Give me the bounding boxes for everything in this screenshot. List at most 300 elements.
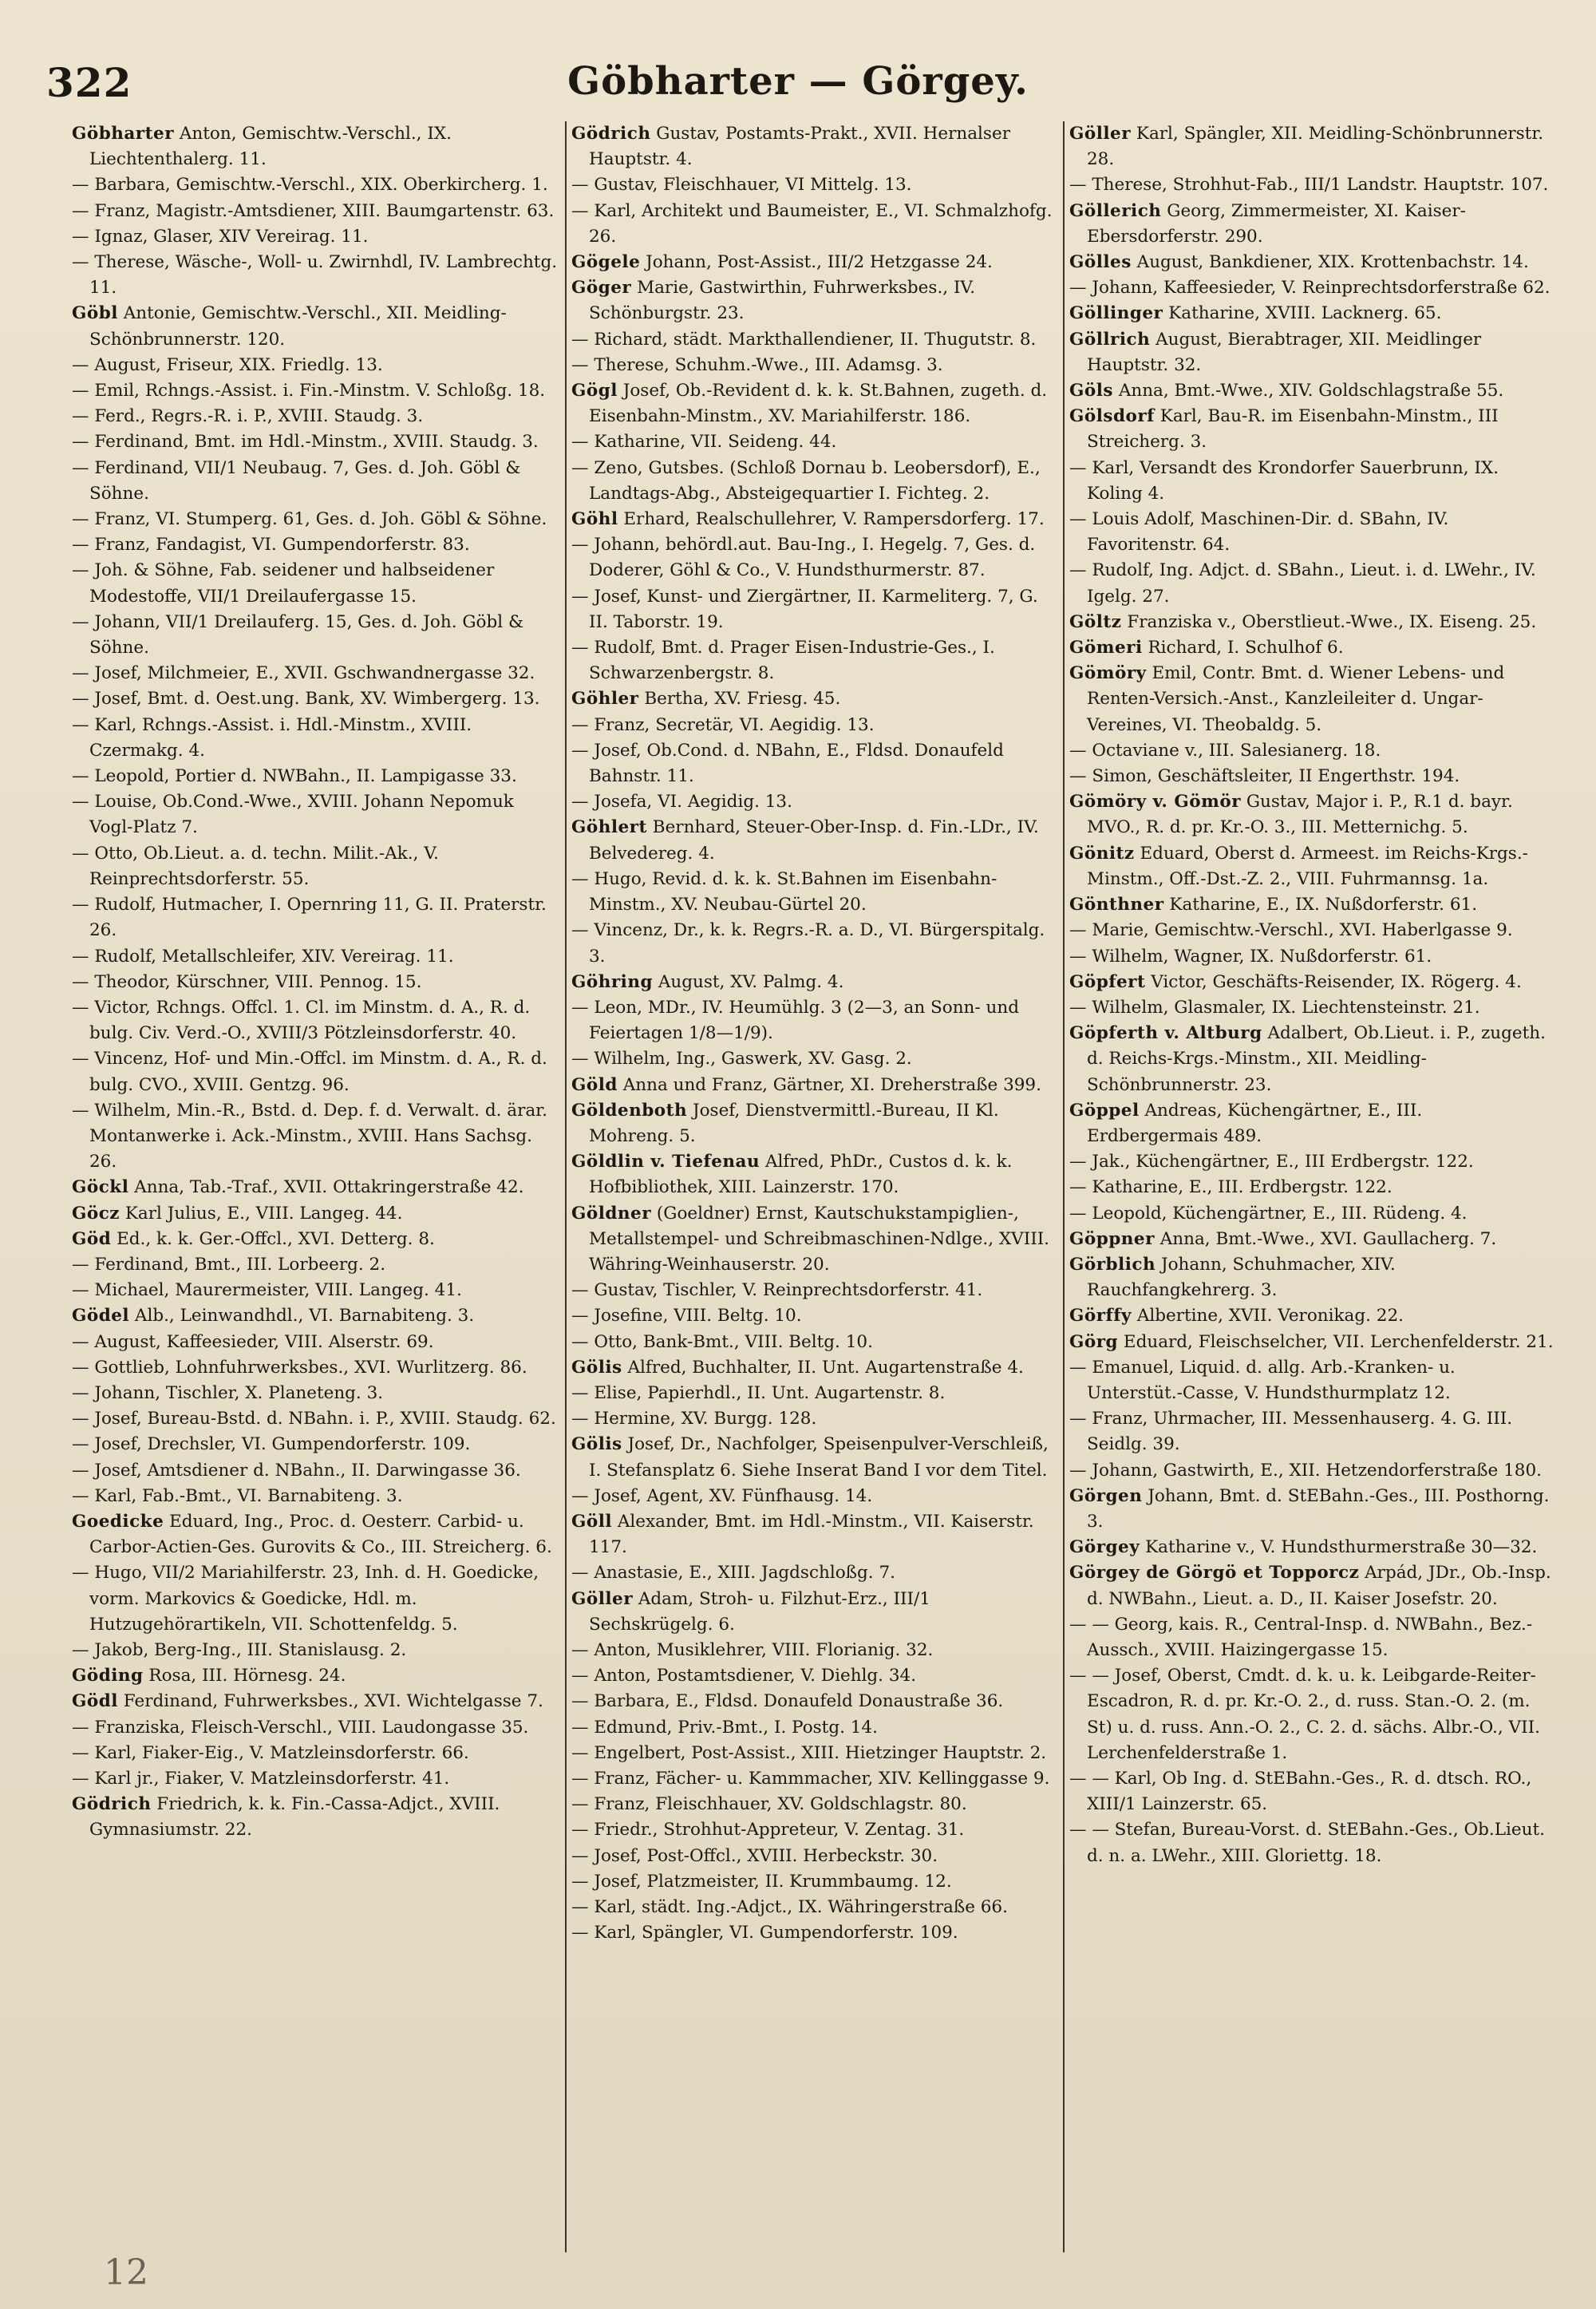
directory-entry bbox=[1069, 301, 1556, 326]
directory-entry bbox=[72, 353, 560, 378]
entry-text: — Franz, Uhrmacher, III. Messenhauserg. 4. G. III. Seidlg. 39. bbox=[1069, 1409, 1513, 1455]
entry-text: Alexander, Bmt. im Hdl.-Minstm., VII. Kaiserstr. 117. bbox=[589, 1511, 1034, 1558]
directory-entry bbox=[72, 1560, 560, 1638]
entry-text: — Franz, Fächer- u. Kammmacher, XIV. Kellinggasse 9. bbox=[571, 1769, 1050, 1789]
directory-entry bbox=[72, 764, 560, 789]
directory-entry bbox=[571, 507, 1058, 532]
entry-text: — Gustav, Fleischhauer, VI Mittelg. 13. bbox=[571, 175, 912, 196]
entry-text: — Ignaz, Glaser, XIV Vereirag. 11. bbox=[72, 226, 369, 247]
entry-text: — Josef, Ob.Cond. d. NBahn, E., Fldsd. Donaufeld Bahnstr. 11. bbox=[571, 740, 1004, 787]
directory-entry bbox=[1069, 456, 1556, 507]
entry-text: — Rudolf, Ing. Adjct. d. SBahn., Lieut. i. d. LWehr., IV. Igelg. 27. bbox=[1069, 560, 1536, 607]
entry-text: — Karl, Fiaker-Eig., V. Matzleinsdorferstr. 66. bbox=[72, 1742, 469, 1763]
entry-text: — Wilhelm, Glasmaler, IX. Liechtensteinstr. 21. bbox=[1069, 997, 1480, 1018]
directory-entry bbox=[571, 275, 1058, 326]
entry-text: — Anton, Musiklehrer, VIII. Florianig. 32. bbox=[571, 1639, 934, 1660]
entry-text: — Wilhelm, Wagner, IX. Nußdorferstr. 61. bbox=[1069, 946, 1432, 967]
directory-entry bbox=[72, 1689, 560, 1714]
entry-text: — Engelbert, Post-Assist., XIII. Hietzinger Hauptstr. 2. bbox=[571, 1742, 1047, 1763]
entry-text: — Josef, Bmt. d. Oest.ung. Bank, XV. Wimbergerg. 13. bbox=[72, 689, 540, 710]
entry-text: — Therese, Schuhm.-Wwe., III. Adamsg. 3. bbox=[571, 354, 943, 375]
directory-entry bbox=[72, 1046, 560, 1097]
entry-surname: Göppel bbox=[1069, 1100, 1140, 1121]
directory-entry bbox=[72, 1330, 560, 1355]
directory-entry bbox=[72, 224, 560, 250]
directory-entry bbox=[1069, 172, 1556, 198]
directory-entry bbox=[571, 429, 1058, 455]
entry-text: Johann, Bmt. d. StEBahn.-Ges., III. Posthorng. 3. bbox=[1087, 1485, 1550, 1532]
entry-text: Anton, Gemischtw.-Verschl., IX. Liechtenthalerg. 11. bbox=[89, 124, 452, 170]
entry-text: Katharine, E., IX. Nußdorferstr. 61. bbox=[1163, 895, 1478, 915]
entry-surname: Gölis bbox=[571, 1357, 622, 1378]
entry-surname: Görgey bbox=[1069, 1537, 1140, 1558]
entry-surname: Göltz bbox=[1069, 611, 1122, 632]
entry-text: Adalbert, Ob.Lieut. i. P., zugeth. d. Reichs-Krgs.-Minstm., XII. Meidling-Schönbrunnerstr. 23. bbox=[1087, 1023, 1546, 1095]
directory-entry bbox=[571, 456, 1058, 507]
directory-entry bbox=[1069, 1252, 1556, 1303]
page-number: 322 bbox=[46, 59, 132, 106]
entry-text: — Louise, Ob.Cond.-Wwe., XVIII. Johann Nepomuk Vogl-Platz 7. bbox=[72, 792, 514, 838]
entry-surname: Göpferth v. Altburg bbox=[1069, 1023, 1262, 1044]
directory-entry bbox=[1069, 1663, 1556, 1766]
directory-entry bbox=[1069, 892, 1556, 918]
entry-text: — Anton, Postamtsdiener, V. Diehlg. 34. bbox=[571, 1666, 917, 1686]
entry-text: — Leopold, Küchengärtner, E., III. Rüdeng. 4. bbox=[1069, 1203, 1468, 1224]
directory-entry bbox=[571, 1817, 1058, 1843]
entry-text: — Leon, MDr., IV. Heumühlg. 3 (2—3, an Sonn- und Feiertagen 1/8—1/9). bbox=[571, 997, 1019, 1044]
entry-text: — Wilhelm, Ing., Gaswerk, XV. Gasg. 2. bbox=[571, 1049, 912, 1069]
entry-text: Karl, Spängler, XII. Meidling-Schönbrunnerstr. 28. bbox=[1087, 124, 1544, 170]
directory-entry bbox=[72, 1355, 560, 1381]
directory-entry bbox=[1069, 250, 1556, 275]
directory-entry bbox=[1069, 789, 1556, 840]
directory-entry bbox=[1069, 841, 1556, 892]
directory-entry bbox=[571, 584, 1058, 635]
directory-entry bbox=[571, 378, 1058, 429]
entry-text: Antonie, Gemischtw.-Verschl., XII. Meidling-Schönbrunnerstr. 120. bbox=[89, 303, 507, 350]
directory-entry bbox=[1069, 1303, 1556, 1329]
entry-surname: Göll bbox=[571, 1511, 613, 1532]
entry-text: — Marie, Gemischtw.-Verschl., XVI. Haberlgasse 9. bbox=[1069, 920, 1513, 941]
entry-text: Friedrich, k. k. Fin.-Cassa-Adjct., XVIII. Gymnasiumstr. 22. bbox=[89, 1794, 500, 1840]
directory-entry bbox=[72, 1638, 560, 1663]
entry-text: — Hermine, XV. Burgg. 128. bbox=[571, 1409, 817, 1429]
entry-surname: Gödel bbox=[72, 1306, 130, 1326]
entry-surname: Gölles bbox=[1069, 252, 1132, 273]
entry-text: (Goeldner) Ernst, Kautschukstampiglien-, Metallstempel- und Schreibmaschinen-Ndlge., XVIII. Währing-Weinhauserstr. 20. bbox=[589, 1203, 1050, 1275]
entry-text: — Katharine, VII. Seideng. 44. bbox=[571, 432, 837, 453]
entry-surname: Göd bbox=[72, 1228, 112, 1249]
entry-text: — — Karl, Ob Ing. d. StEBahn.-Ges., R. d. dtsch. RO., XIII/1 Lainzerstr. 65. bbox=[1069, 1769, 1532, 1815]
entry-text: Ed., k. k. Ger.-Offcl., XVI. Detterg. 8. bbox=[111, 1228, 435, 1249]
directory-entry bbox=[571, 635, 1058, 686]
entry-text: — Otto, Bank-Bmt., VIII. Beltg. 10. bbox=[571, 1331, 873, 1352]
entry-text: — Edmund, Priv.-Bmt., I. Postg. 14. bbox=[571, 1717, 878, 1738]
entry-surname: Göhring bbox=[571, 971, 653, 992]
directory-entry bbox=[571, 1149, 1058, 1200]
directory-entry bbox=[571, 1560, 1058, 1586]
entry-text: — Johann, Kaffeesieder, V. Reinprechtsdorferstraße 62. bbox=[1069, 278, 1551, 299]
entry-text: — Rudolf, Bmt. d. Prager Eisen-Industrie-Ges., I. Schwarzenbergstr. 8. bbox=[571, 638, 995, 684]
entry-text: Eduard, Ing., Proc. d. Oesterr. Carbid- u. Carbor-Actien-Ges. Gurovits & Co., III. Streicherg. 6. bbox=[89, 1511, 552, 1558]
directory-entry bbox=[1069, 199, 1556, 250]
directory-entry bbox=[72, 1278, 560, 1303]
entry-text: Victor, Geschäfts-Reisender, IX. Rögerg. 4. bbox=[1145, 971, 1522, 992]
entry-text: — Therese, Strohhut-Fab., III/1 Landstr. Hauptstr. 107. bbox=[1069, 175, 1549, 196]
entry-text: Gustav, Major i. P., R.1 d. bayr. MVO., R. d. pr. Kr.-O. 3., III. Metternichg. 5. bbox=[1087, 792, 1513, 838]
footer-mark: 12 bbox=[104, 2252, 148, 2293]
entry-text: Anna, Bmt.-Wwe., XVI. Gaullacherg. 7. bbox=[1154, 1228, 1497, 1249]
entry-text: Bernhard, Steuer-Ober-Insp. d. Fin.-LDr., IV. Belvedereg. 4. bbox=[589, 817, 1039, 864]
entry-text: — Ferdinand, Bmt., III. Lorbeerg. 2. bbox=[72, 1254, 386, 1275]
entry-text: Johann, Post-Assist., III/2 Hetzgasse 24. bbox=[640, 252, 993, 273]
directory-entry bbox=[571, 1073, 1058, 1098]
entry-text: Josef, Dienstvermittl.-Bureau, II Kl. Mohreng. 5. bbox=[589, 1100, 999, 1146]
entry-surname: Göhlert bbox=[571, 817, 647, 838]
entry-surname: Göbl bbox=[72, 303, 118, 324]
entry-text: — Barbara, E., Fldsd. Donaufeld Donaustraße 36. bbox=[571, 1691, 1004, 1712]
entry-surname: Gödrich bbox=[571, 124, 651, 144]
column-2 bbox=[565, 121, 1063, 2252]
entry-text: — Josefa, VI. Aegidig. 13. bbox=[571, 792, 792, 812]
directory-entry bbox=[571, 1046, 1058, 1072]
directory-entry bbox=[1069, 558, 1556, 609]
directory-entry bbox=[72, 250, 560, 301]
entry-text: — Hugo, Revid. d. k. k. St.Bahnen im Eisenbahn-Minstm., XV. Neubau-Gürtel 20. bbox=[571, 868, 998, 915]
entry-surname: Gölsdorf bbox=[1069, 406, 1155, 427]
directory-entry bbox=[72, 1381, 560, 1406]
directory-entry bbox=[571, 1689, 1058, 1714]
entry-text: — Josef, Amtsdiener d. NBahn., II. Darwingasse 36. bbox=[72, 1460, 521, 1481]
entry-surname: Gömöry v. Gömör bbox=[1069, 792, 1242, 812]
entry-text: Karl Julius, E., VIII. Langeg. 44. bbox=[120, 1203, 403, 1224]
entry-text: — Gustav, Tischler, V. Reinprechtsdorferstr. 41. bbox=[571, 1280, 983, 1301]
directory-entry bbox=[1069, 1406, 1556, 1457]
entry-text: — Josefine, VIII. Beltg. 10. bbox=[571, 1306, 802, 1326]
entry-text: — Vincenz, Hof- und Min.-Offcl. im Minstm. d. A., R. d. bulg. CVO., XVIII. Gentzg. 96. bbox=[72, 1049, 547, 1095]
directory-entry bbox=[571, 121, 1058, 172]
entry-text: — Michael, Maurermeister, VIII. Langeg. 41. bbox=[72, 1280, 462, 1301]
directory-entry bbox=[1069, 1355, 1556, 1406]
directory-entry bbox=[571, 1098, 1058, 1149]
directory-entry bbox=[72, 378, 560, 404]
directory-entry bbox=[1069, 1098, 1556, 1149]
directory-entry bbox=[72, 1792, 560, 1843]
directory-entry bbox=[1069, 404, 1556, 455]
directory-entry bbox=[72, 1484, 560, 1509]
directory-entry bbox=[72, 1201, 560, 1227]
entry-surname: Görgey de Görgö et Topporcz bbox=[1069, 1563, 1360, 1583]
directory-entry bbox=[571, 1303, 1058, 1329]
entry-text: Erhard, Realschullehrer, V. Rampersdorferg. 17. bbox=[618, 509, 1045, 530]
entry-text: Katharine, XVIII. Lacknerg. 65. bbox=[1163, 303, 1442, 324]
directory-entry bbox=[72, 995, 560, 1046]
directory-entry bbox=[72, 1741, 560, 1766]
entry-text: Anna und Franz, Gärtner, XI. Dreherstraße 399. bbox=[617, 1074, 1041, 1095]
entry-text: — — Josef, Oberst, Cmdt. d. k. u. k. Leibgarde-Reiter-Escadron, R. d. pr. Kr.-O. 2., d. russ. Stan.-O. 2. (m. St) u. d. russ. Ann.-O. 2., C. 2. d. sächs. Albr.-O., VII. Lerchenfelderstraße 1. bbox=[1069, 1666, 1540, 1763]
entry-surname: Göbharter bbox=[72, 124, 175, 144]
entry-text: — Karl, städt. Ing.-Adjct., IX. Währingerstraße 66. bbox=[571, 1897, 1008, 1918]
directory-entry bbox=[1069, 918, 1556, 943]
directory-entry bbox=[72, 532, 560, 558]
directory-entry bbox=[72, 404, 560, 429]
entry-text: — Elise, Papierhdl., II. Unt. Augartenstr. 8. bbox=[571, 1382, 946, 1403]
directory-entry bbox=[72, 1303, 560, 1329]
entry-text: — Franziska, Fleisch-Verschl., VIII. Laudongasse 35. bbox=[72, 1717, 529, 1738]
entry-text: Andreas, Küchengärtner, E., III. Erdbergermais 489. bbox=[1087, 1100, 1423, 1146]
entry-text: — Zeno, Gutsbes. (Schloß Dornau b. Leobersdorf), E., Landtags-Abg., Absteigequartier I. Fichteg. 2. bbox=[571, 457, 1041, 504]
entry-surname: Göding bbox=[72, 1666, 144, 1686]
directory-entry bbox=[571, 1895, 1058, 1920]
directory-entry bbox=[571, 1406, 1058, 1432]
entry-text: Alfred, Buchhalter, II. Unt. Augartenstraße 4. bbox=[622, 1357, 1024, 1378]
entry-surname: Göldlin v. Tiefenau bbox=[571, 1152, 760, 1172]
entry-text: — Josef, Platzmeister, II. Krummbaumg. 12. bbox=[571, 1871, 952, 1892]
directory-entry bbox=[571, 172, 1058, 198]
entry-text: Georg, Zimmermeister, XI. Kaiser-Ebersdorferstr. 290. bbox=[1087, 200, 1466, 247]
running-head: Göbharter — Görgey. bbox=[567, 59, 1029, 104]
directory-entry bbox=[571, 1920, 1058, 1946]
entry-text: Rosa, III. Hörnesg. 24. bbox=[143, 1666, 346, 1686]
directory-entry bbox=[1069, 507, 1556, 558]
directory-entry bbox=[72, 456, 560, 507]
entry-text: Richard, I. Schulhof 6. bbox=[1142, 638, 1344, 658]
directory-entry bbox=[72, 507, 560, 532]
entry-text: Katharine v., V. Hundsthurmerstraße 30—32. bbox=[1140, 1537, 1538, 1558]
entry-text: — Johann, Gastwirth, E., XII. Hetzendorferstraße 180. bbox=[1069, 1460, 1542, 1481]
entry-text: — Leopold, Portier d. NWBahn., II. Lampigasse 33. bbox=[72, 766, 517, 787]
directory-entry bbox=[571, 532, 1058, 583]
entry-text: — Anastasie, E., XIII. Jagdschloßg. 7. bbox=[571, 1563, 895, 1583]
entry-text: — Franz, Magistr.-Amtsdiener, XIII. Baumgartenstr. 63. bbox=[72, 200, 555, 221]
entry-text: Emil, Contr. Bmt. d. Wiener Lebens- und Renten-Versich.-Anst., Kanzleileiter d. Ungar-Vereines, VI. Theobaldg. 5. bbox=[1087, 663, 1505, 735]
entry-surname: Göger bbox=[571, 278, 632, 299]
entry-surname: Göllerich bbox=[1069, 200, 1162, 221]
entry-surname: Göller bbox=[1069, 124, 1132, 144]
entry-text: — Franz, Fandagist, VI. Gumpendorferstr. 83. bbox=[72, 535, 470, 556]
entry-text: Anna, Bmt.-Wwe., XIV. Goldschlagstraße 55. bbox=[1112, 381, 1504, 401]
directory-entry bbox=[1069, 378, 1556, 404]
entry-text: — Victor, Rchngs. Offcl. 1. Cl. im Minstm. d. A., R. d. bulg. Civ. Verd.-O., XVIII/3 Pötzleinsdorferstr. 40. bbox=[72, 997, 531, 1044]
entry-surname: Gönthner bbox=[1069, 895, 1164, 915]
entry-text: — August, Friseur, XIX. Friedlg. 13. bbox=[72, 354, 383, 375]
entry-text: — Emanuel, Liquid. d. allg. Arb.-Kranken- u. Unterstüt.-Casse, V. Hundsthurmplatz 12. bbox=[1069, 1357, 1456, 1403]
directory-entry bbox=[571, 867, 1058, 918]
directory-entry bbox=[571, 686, 1058, 712]
entry-surname: Görgen bbox=[1069, 1485, 1143, 1506]
entry-text: — Wilhelm, Min.-R., Bstd. d. Dep. f. d. Verwalt. d. ärar. Montanwerke i. Ack.-Minstm., XVIII. Hans Sachsg. 26. bbox=[72, 1100, 547, 1172]
entry-text: Ferdinand, Fuhrwerksbes., XVI. Wichtelgasse 7. bbox=[117, 1691, 543, 1712]
directory-entry bbox=[571, 1201, 1058, 1279]
directory-entry bbox=[571, 1844, 1058, 1869]
directory-entry bbox=[1069, 1201, 1556, 1227]
directory-entry bbox=[571, 1587, 1058, 1638]
entry-text: — Karl, Fab.-Bmt., VI. Barnabiteng. 3. bbox=[72, 1485, 403, 1506]
directory-entry bbox=[1069, 635, 1556, 661]
directory-entry bbox=[571, 327, 1058, 353]
entry-text: — Ferdinand, Bmt. im Hdl.-Minstm., XVIII. Staudg. 3. bbox=[72, 432, 539, 453]
directory-entry bbox=[571, 1330, 1058, 1355]
entry-surname: Göller bbox=[571, 1588, 634, 1609]
entry-surname: Gömöry bbox=[1069, 663, 1147, 684]
entry-surname: Göhler bbox=[571, 689, 639, 710]
entry-text: — Katharine, E., III. Erdbergstr. 122. bbox=[1069, 1177, 1393, 1198]
directory-entry bbox=[571, 970, 1058, 995]
entry-text: Alfred, PhDr., Custos d. k. k. Hofbibliothek, XIII. Lainzerstr. 170. bbox=[589, 1152, 1013, 1198]
directory-entry bbox=[571, 1792, 1058, 1817]
entry-text: — Johann, behördl.aut. Bau-Ing., I. Hegelg. 7, Ges. d. Doderer, Göhl & Co., V. Hundsthurmerstr. 87. bbox=[571, 535, 1036, 581]
directory-entry bbox=[571, 1766, 1058, 1792]
directory-entry bbox=[72, 713, 560, 764]
directory-entry bbox=[571, 1663, 1058, 1689]
entry-text: — Karl, Spängler, VI. Gumpendorferstr. 109. bbox=[571, 1923, 958, 1943]
entry-surname: Göhl bbox=[571, 509, 618, 530]
entry-text: — Rudolf, Hutmacher, I. Opernring 11, G. II. Praterstr. 26. bbox=[72, 895, 547, 941]
directory-entry bbox=[571, 738, 1058, 789]
directory-entry bbox=[72, 301, 560, 352]
entry-surname: Goedicke bbox=[72, 1511, 164, 1532]
directory-entry bbox=[72, 944, 560, 970]
entry-text: Alb., Leinwandhdl., VI. Barnabiteng. 3. bbox=[129, 1306, 475, 1326]
directory-entry bbox=[1069, 1766, 1556, 1817]
entry-text: Bertha, XV. Friesg. 45. bbox=[638, 689, 841, 710]
entry-text: — Hugo, VII/2 Mariahilferstr. 23, Inh. d. H. Goedicke, vorm. Markovics & Goedicke, Hdl. m. Hutzugehörartikeln, VII. Schottenfeldg. 5. bbox=[72, 1563, 539, 1635]
entry-text: — Josef, Kunst- und Ziergärtner, II. Karmeliterg. 7, G. II. Taborstr. 19. bbox=[571, 586, 1038, 632]
directory-entry bbox=[72, 970, 560, 995]
entry-text: Johann, Schuhmacher, XIV. Rauchfangkehrerg. 3. bbox=[1087, 1254, 1396, 1301]
entry-surname: Gömeri bbox=[1069, 638, 1143, 658]
entry-text: — Karl jr., Fiaker, V. Matzleinsdorferstr. 41. bbox=[72, 1769, 450, 1789]
directory-entry bbox=[571, 1278, 1058, 1303]
entry-text: — Louis Adolf, Maschinen-Dir. d. SBahn, IV. Favoritenstr. 64. bbox=[1069, 509, 1449, 556]
directory-entry bbox=[72, 1663, 560, 1689]
directory-entry bbox=[1069, 1149, 1556, 1175]
columns bbox=[67, 121, 1567, 2252]
directory-entry bbox=[1069, 1330, 1556, 1355]
directory-entry bbox=[72, 610, 560, 661]
entry-text: — August, Kaffeesieder, VIII. Alserstr. 69. bbox=[72, 1331, 434, 1352]
entry-surname: Göldner bbox=[571, 1203, 652, 1224]
directory-entry bbox=[72, 429, 560, 455]
entry-surname: Göpfert bbox=[1069, 971, 1146, 992]
entry-surname: Göckl bbox=[72, 1177, 129, 1198]
entry-text: Marie, Gastwirthin, Fuhrwerksbes., IV. Schönburgstr. 23. bbox=[589, 278, 976, 324]
entry-text: — Rudolf, Metallschleifer, XIV. Vereirag. 11. bbox=[72, 946, 454, 967]
entry-text: — Simon, Geschäftsleiter, II Engerthstr. 194. bbox=[1069, 766, 1460, 787]
entry-text: — Otto, Ob.Lieut. a. d. techn. Milit.-Ak., V. Reinprechtsdorferstr. 55. bbox=[72, 843, 439, 889]
entry-text: August, Bierabtrager, XII. Meidlinger Hauptstr. 32. bbox=[1087, 329, 1482, 375]
directory-entry bbox=[72, 661, 560, 686]
entry-text: — Jak., Küchengärtner, E., III Erdbergstr. 122. bbox=[1069, 1152, 1474, 1172]
entry-text: — Josef, Agent, XV. Fünfhausg. 14. bbox=[571, 1485, 873, 1506]
entry-surname: Gödl bbox=[72, 1691, 118, 1712]
entry-text: — Franz, Secretär, VI. Aegidig. 13. bbox=[571, 714, 875, 735]
entry-surname: Gödrich bbox=[72, 1794, 152, 1815]
directory-entry bbox=[1069, 1484, 1556, 1535]
entry-text: — Jakob, Berg-Ing., III. Stanislausg. 2. bbox=[72, 1639, 407, 1660]
directory-entry bbox=[1069, 1175, 1556, 1200]
entry-surname: Göld bbox=[571, 1074, 618, 1095]
directory-entry bbox=[571, 1741, 1058, 1766]
entry-text: — Emil, Rchngs.-Assist. i. Fin.-Minstm. V. Schloßg. 18. bbox=[72, 381, 546, 401]
column-3 bbox=[1063, 121, 1561, 2252]
directory-entry bbox=[72, 1175, 560, 1200]
entry-text: Josef, Ob.-Revident d. k. k. St.Bahnen, zugeth. d. Eisenbahn-Minstm., XV. Mariahilferstr. 186. bbox=[589, 381, 1048, 427]
entry-text: — Ferdinand, VII/1 Neubaug. 7, Ges. d. Joh. Göbl & Söhne. bbox=[72, 457, 521, 504]
column-1 bbox=[67, 121, 565, 2252]
entry-text: — Josef, Milchmeier, E., XVII. Gschwandnergasse 32. bbox=[72, 663, 535, 684]
directory-entry bbox=[571, 1381, 1058, 1406]
directory-entry bbox=[1069, 1021, 1556, 1098]
directory-entry bbox=[571, 1509, 1058, 1560]
entry-surname: Gönitz bbox=[1069, 843, 1135, 864]
entry-text: Eduard, Fleischselcher, VII. Lerchenfelderstr. 21. bbox=[1118, 1331, 1554, 1352]
directory-entry bbox=[1069, 275, 1556, 301]
entry-text: Arpád, JDr., Ob.-Insp. d. NWBahn., Lieut. a. D., II. Kaiser Josefstr. 20. bbox=[1087, 1563, 1551, 1609]
directory-entry bbox=[1069, 764, 1556, 789]
entry-text: — Franz, Fleischhauer, XV. Goldschlagstr. 80. bbox=[571, 1794, 967, 1815]
directory-entry bbox=[1069, 995, 1556, 1021]
directory-entry bbox=[72, 1715, 560, 1741]
directory-entry bbox=[571, 353, 1058, 378]
directory-entry bbox=[72, 1227, 560, 1252]
entry-surname: Göcz bbox=[72, 1203, 120, 1224]
directory-entry bbox=[72, 1098, 560, 1176]
directory-entry bbox=[72, 558, 560, 609]
entry-text: — Therese, Wäsche-, Woll- u. Zwirnhdl, IV. Lambrechtg. 11. bbox=[72, 252, 558, 299]
entry-surname: Göls bbox=[1069, 381, 1113, 401]
entry-text: — Josef, Post-Offcl., XVIII. Herbeckstr. 30. bbox=[571, 1845, 938, 1866]
directory-entry bbox=[1069, 121, 1556, 172]
entry-text: — — Stefan, Bureau-Vorst. d. StEBahn.-Ges., Ob.Lieut. d. n. a. LWehr., XIII. Gloriettg. 18. bbox=[1069, 1820, 1545, 1866]
directory-entry bbox=[72, 1432, 560, 1457]
entry-text: — Karl, Architekt und Baumeister, E., VI. Schmalzhofg. 26. bbox=[571, 200, 1053, 247]
entry-surname: Göldenboth bbox=[571, 1100, 688, 1121]
entry-text: — Johann, Tischler, X. Planeteng. 3. bbox=[72, 1382, 384, 1403]
directory-entry bbox=[1069, 661, 1556, 738]
entry-text: Josef, Dr., Nachfolger, Speisenpulver-Verschleiß, I. Stefansplatz 6. Siehe Inserat Band I vor dem Titel. bbox=[589, 1434, 1049, 1481]
entry-text: — Josef, Bureau-Bstd. d. NBahn. i. P., XVIII. Staudg. 62. bbox=[72, 1409, 556, 1429]
directory-entry bbox=[72, 789, 560, 840]
entry-surname: Göllrich bbox=[1069, 329, 1151, 350]
directory-entry bbox=[571, 713, 1058, 738]
directory-entry bbox=[571, 1638, 1058, 1663]
directory-entry bbox=[1069, 970, 1556, 995]
entry-text: Albertine, XVII. Veronikag. 22. bbox=[1132, 1306, 1404, 1326]
entry-text: — Karl, Versandt des Krondorfer Sauerbrunn, IX. Koling 4. bbox=[1069, 457, 1499, 504]
entry-text: — Octaviane v., III. Salesianerg. 18. bbox=[1069, 740, 1381, 761]
directory-entry bbox=[571, 815, 1058, 866]
directory-entry bbox=[72, 1252, 560, 1278]
directory-entry bbox=[72, 199, 560, 224]
directory-entry bbox=[571, 1869, 1058, 1895]
directory-entry bbox=[72, 121, 560, 172]
directory-entry bbox=[72, 892, 560, 943]
entry-text: August, Bankdiener, XIX. Krottenbachstr. 14. bbox=[1131, 252, 1529, 273]
entry-surname: Görffy bbox=[1069, 1306, 1132, 1326]
directory-entry bbox=[1069, 327, 1556, 378]
entry-text: — Gottlieb, Lohnfuhrwerksbes., XVI. Wurlitzerg. 86. bbox=[72, 1357, 527, 1378]
directory-entry bbox=[72, 1458, 560, 1484]
entry-text: Anna, Tab.-Traf., XVII. Ottakringerstraße 42. bbox=[128, 1177, 524, 1198]
entry-text: — Josef, Drechsler, VI. Gumpendorferstr. 109. bbox=[72, 1434, 471, 1455]
entry-surname: Gögl bbox=[571, 381, 618, 401]
directory-entry bbox=[1069, 1612, 1556, 1663]
entry-text: Franziska v., Oberstlieut.-Wwe., IX. Eiseng. 25. bbox=[1121, 611, 1537, 632]
entry-surname: Göllinger bbox=[1069, 303, 1163, 324]
directory-entry bbox=[571, 199, 1058, 250]
directory-entry bbox=[571, 1355, 1058, 1381]
